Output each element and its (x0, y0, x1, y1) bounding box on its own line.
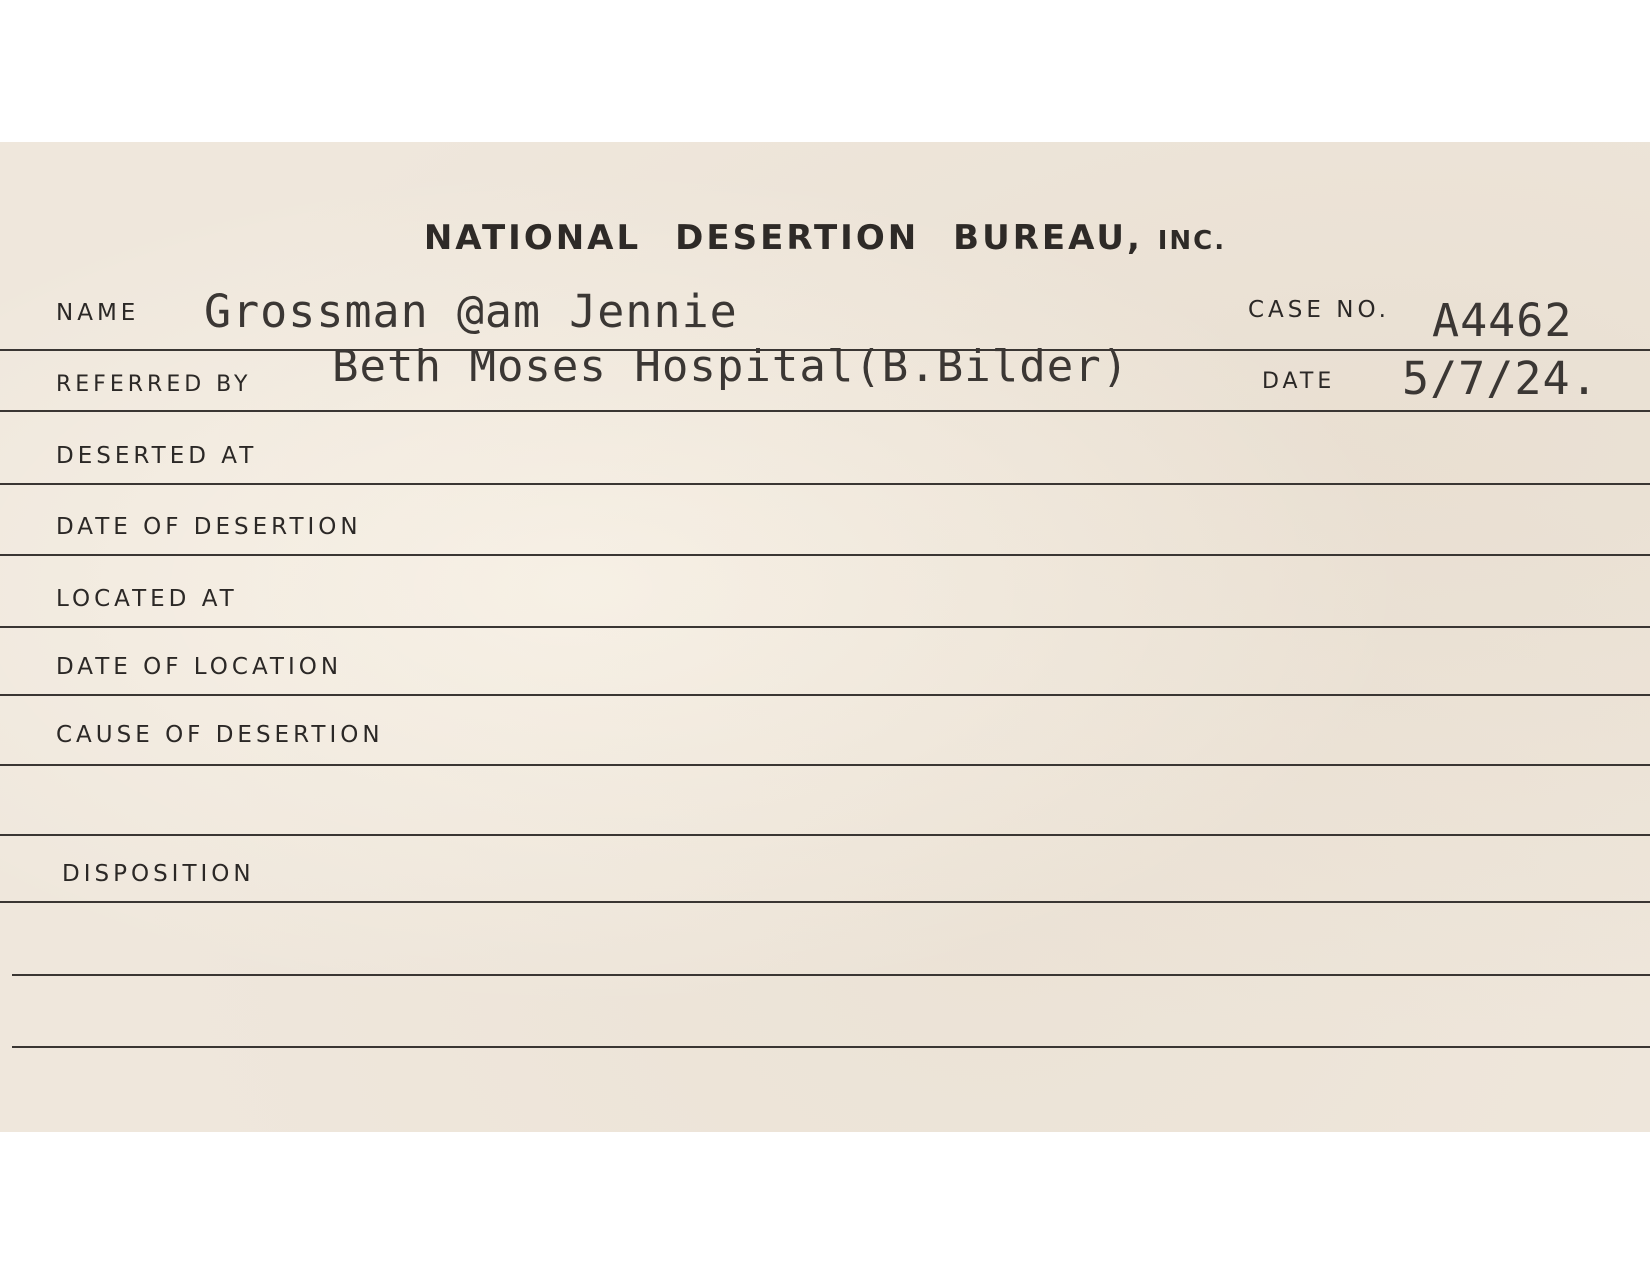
date-of-location-label: DATE OF LOCATION (56, 654, 343, 680)
deserted-at-rule (0, 483, 1650, 485)
referred-by-rule (0, 410, 1650, 412)
card-heading (0, 218, 1650, 258)
name-value: Grossman @am Jennie (204, 285, 738, 338)
cause-extra-rule (0, 834, 1650, 836)
heading-desertion: DESERTION (675, 218, 920, 258)
date-of-desertion-rule (0, 554, 1650, 556)
disposition-label: DISPOSITION (62, 861, 255, 887)
cause-of-desertion-rule (0, 764, 1650, 766)
deserted-at-label: DESERTED AT (56, 443, 258, 469)
heading-bureau: BUREAU, (953, 218, 1143, 258)
date-label: DATE (1262, 369, 1336, 394)
date-of-desertion-label: DATE OF DESERTION (56, 514, 362, 540)
disposition-rule (0, 901, 1650, 903)
referred-by-value: Beth Moses Hospital(B.Bilder) (332, 341, 1130, 392)
cause-of-desertion-label: CAUSE OF DESERTION (56, 722, 384, 748)
date-value: 5/7/24. (1402, 352, 1599, 405)
heading-inc: INC. (1157, 226, 1227, 256)
located-at-rule (0, 626, 1650, 628)
referred-by-label: REFERRED BY (56, 372, 252, 397)
blank-rule-1 (12, 974, 1650, 976)
case-no-label: CASE NO. (1248, 297, 1390, 323)
date-of-location-rule (0, 694, 1650, 696)
blank-rule-2 (12, 1046, 1650, 1048)
name-label: NAME (56, 300, 140, 326)
heading-national: NATIONAL (423, 218, 642, 258)
located-at-label: LOCATED AT (56, 586, 238, 612)
case-no-value: A4462 (1432, 294, 1573, 347)
index-card (0, 142, 1650, 1132)
